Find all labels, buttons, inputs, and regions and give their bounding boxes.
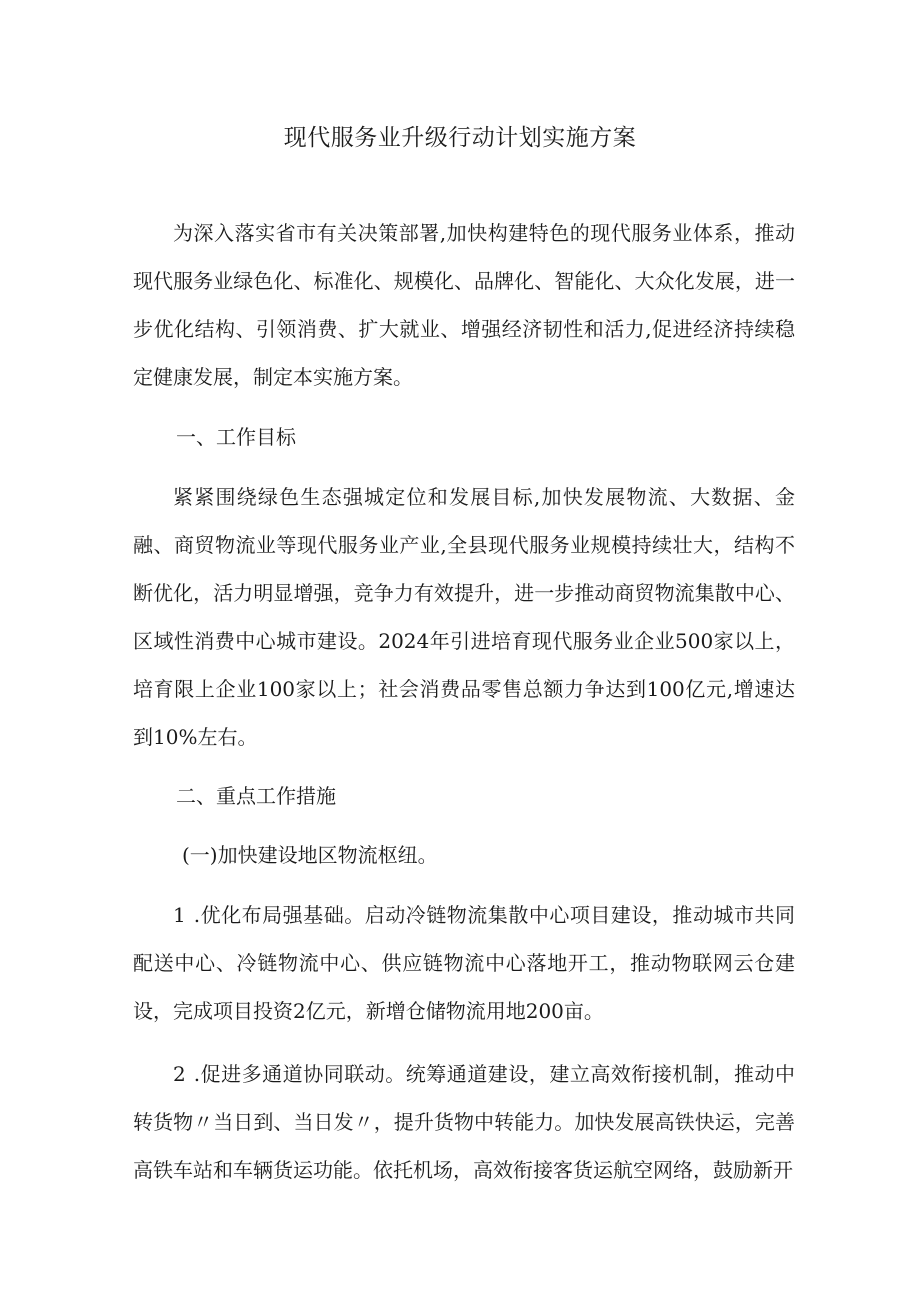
intro-paragraph: 为深入落实省市有关决策部署,加快构建特色的现代服务业体系，推动现代服务业绿色化、标准化、规模化、品牌化、智能化、大众化发展，进一步优化结构、引领消费、扩大就业、增强经济韧性和活力,促进经济持续稳定健康发展，制定本实施方案。 bbox=[133, 221, 795, 389]
section-1-body: 紧紧围绕绿色生态强城定位和发展目标,加快发展物流、大数据、金融、商贸物流业等现代服务业产业,全县现代服务业规模持续壮大，结构不断优化，活力明显增强，竞争力有效提升，进一步推动商贸物流集散中心、区域性消费中心城市建设。2024年引进培育现代服务业企业500家以上，培育限上企业100家以上；社会消费品零售总额力争达到100亿元,增速达到10%左右。 bbox=[133, 485, 795, 749]
section-1-heading: 一、工作目标 bbox=[176, 425, 296, 449]
measure-item-2-number: 2 bbox=[173, 1062, 186, 1086]
measure-item-1-number: 1 bbox=[173, 903, 186, 927]
measure-item-1 bbox=[133, 891, 795, 1035]
subsection-1-heading: (一)加快建设地区物流枢纽。 bbox=[182, 843, 438, 867]
measure-item-1-text: .优化布局强基础。启动冷链物流集散中心项目建设，推动城市共同配送中心、冷链物流中心、供应链物流中心落地开工，推动物联网云仓建设，完成项目投资2亿元，新增仓储物流用地200亩。 bbox=[133, 903, 795, 1023]
document-title: 现代服务业升级行动计划实施方案 bbox=[283, 125, 637, 151]
measure-item-2-text: .促进多通道协同联动。统筹通道建设，建立高效衔接机制，推动中转货物〃当日到、当日发〃，提升货物中转能力。加快发展高铁快运，完善高铁车站和车辆货运功能。依托机场，高效衔接客货运航空网络，鼓励新开 bbox=[133, 1062, 795, 1182]
measure-item-2 bbox=[133, 1050, 795, 1194]
section-2-heading: 二、重点工作措施 bbox=[176, 784, 336, 808]
